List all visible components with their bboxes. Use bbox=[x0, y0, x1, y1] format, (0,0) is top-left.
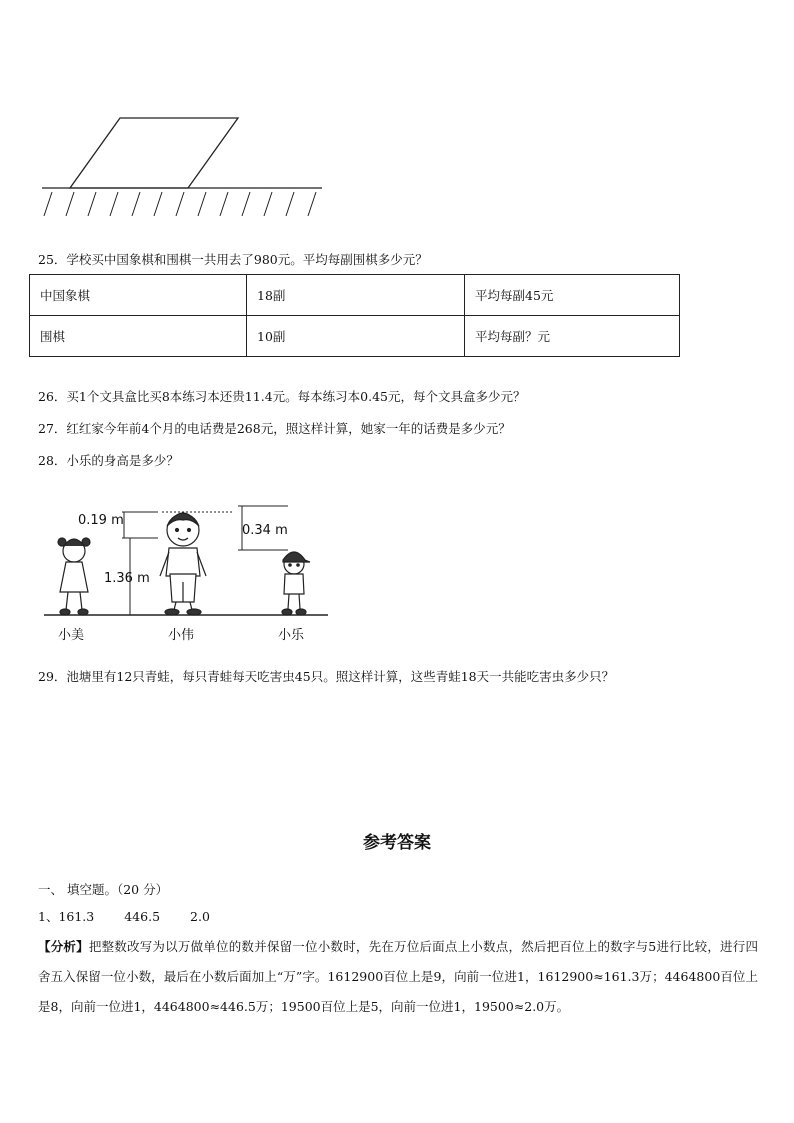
question-25: 25．学校买中国象棋和围棋一共用去了980元。平均每副围棋多少元？ bbox=[38, 252, 428, 267]
height-figure bbox=[38, 496, 338, 646]
short-boy-figure bbox=[282, 552, 310, 615]
parallelogram-figure bbox=[38, 112, 328, 220]
label-0-34m: 0.34 m bbox=[242, 523, 288, 538]
label-1-36m: 1.36 m bbox=[104, 571, 150, 586]
parallelogram-shape bbox=[70, 118, 238, 188]
name-xiaomei: 小美 bbox=[58, 628, 85, 643]
analysis-paragraph bbox=[38, 932, 758, 1022]
table-row bbox=[30, 316, 680, 357]
analysis-text: 把整数改写为以万做单位的数并保留一位小数时，先在万位后面点上小数点，然后把百位上的数字与5进行比较，进行四舍五入保留一位小数，最后在小数后面加上“万”字。1612900百位上是9，向前一位进1，1612900≈161.3万；4464800百位上是8，向前一位进1，4464800≈446.5万；19500百位上是5，向前一位进1，19500≈2.0万。 bbox=[38, 939, 758, 1014]
tall-boy-figure bbox=[160, 513, 206, 615]
table-cell: 10副 bbox=[247, 316, 465, 357]
name-xiaowei: 小伟 bbox=[168, 628, 195, 643]
answer-value: 446.5 bbox=[124, 909, 161, 924]
answer-value: 1、161.3 bbox=[38, 909, 95, 924]
question-29: 29．池塘里有12只青蛙，每只青蛙每天吃害虫45只。照这样计算，这些青蛙18天一共能吃害虫多少只？ bbox=[38, 669, 615, 684]
question-26: 26．买1个文具盒比买8本练习本还贵11.4元。每本练习本0.45元，每个文具盒多少元？ bbox=[38, 389, 526, 404]
table-cell: 平均每副？元 bbox=[465, 316, 680, 357]
name-xiaole: 小乐 bbox=[278, 628, 305, 643]
table-cell: 18副 bbox=[247, 275, 465, 316]
analysis-tag: 【分析】 bbox=[38, 939, 89, 954]
answers-title: 参考答案 bbox=[363, 833, 431, 853]
answer-line-1 bbox=[38, 907, 236, 925]
answer-value: 2.0 bbox=[190, 909, 210, 924]
girl-figure bbox=[58, 538, 90, 615]
ground-hatching bbox=[44, 192, 316, 216]
chess-table bbox=[29, 274, 680, 357]
table-cell: 平均每副45元 bbox=[465, 275, 680, 316]
question-27: 27．红红家今年前4个月的电话费是268元，照这样计算，她家一年的话费是多少元？ bbox=[38, 421, 511, 436]
section-heading: 一、 填空题。（20 分） bbox=[38, 882, 169, 897]
table-row bbox=[30, 275, 680, 316]
table-cell: 中国象棋 bbox=[30, 275, 247, 316]
table-cell: 围棋 bbox=[30, 316, 247, 357]
label-0-19m: 0.19 m bbox=[78, 513, 124, 528]
question-28: 28．小乐的身高是多少？ bbox=[38, 453, 179, 468]
